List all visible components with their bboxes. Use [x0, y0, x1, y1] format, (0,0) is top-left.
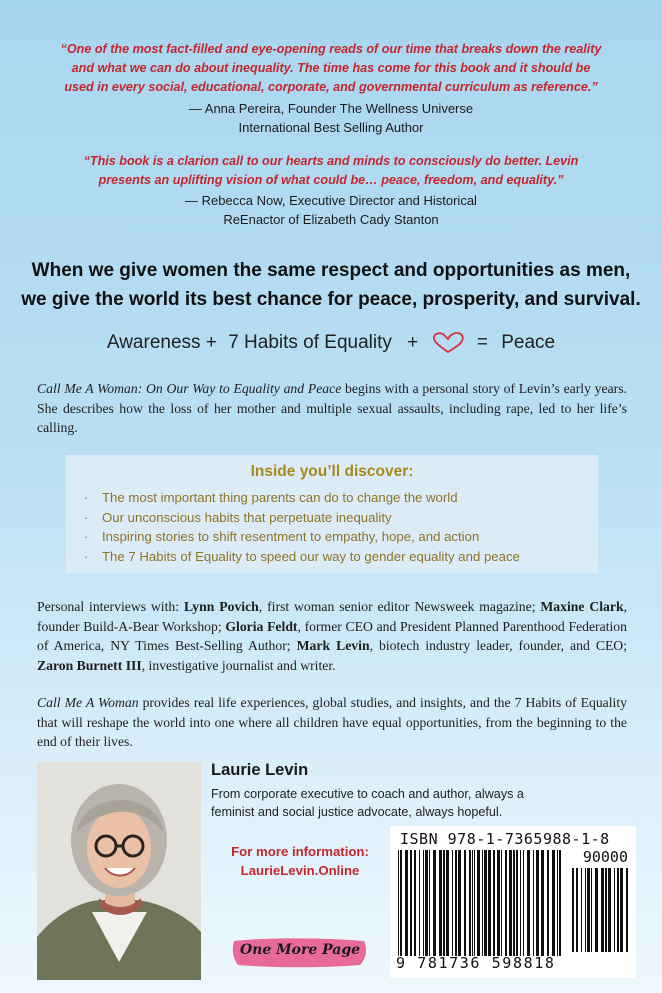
- equation: [0, 331, 662, 355]
- barcode-bar: [439, 850, 442, 956]
- tagline-line: When we give women the same respect and opportunities as men,: [31, 260, 631, 281]
- interviewee-desc: , biotech industry leader, founder, and CEO;: [369, 638, 627, 653]
- more-info-label: For more information:: [231, 844, 369, 859]
- barcode-bar: [605, 868, 607, 952]
- book-title: Call Me A Woman: On Our Way to Equality and Peace: [37, 381, 342, 396]
- barcode-bar: [505, 850, 507, 956]
- list-item-text: Our unconscious habits that perpetuate inequality: [102, 509, 392, 525]
- list-item-text: The most important thing parents can do to change the world: [102, 490, 458, 505]
- barcode-bar: [446, 850, 449, 956]
- barcode-bar: [433, 850, 436, 956]
- interviewee-name: Zaron Burnett III: [37, 657, 142, 673]
- equation-habits: 7 Habits of Equality: [228, 332, 392, 353]
- barcode-bar: [488, 850, 491, 956]
- barcode-bar: [400, 850, 402, 956]
- barcode-bar: [626, 868, 628, 952]
- publisher-name: One More Page: [239, 942, 361, 958]
- barcode-bar: [429, 850, 430, 956]
- barcode-bar: [497, 850, 500, 956]
- heart-outline-icon: [430, 331, 466, 355]
- barcode-bar: [509, 850, 512, 956]
- author-name: Laurie Levin: [211, 761, 309, 779]
- attribution-line: ReEnactor of Elizabeth Cady Stanton: [223, 212, 439, 227]
- interviewee-name: Mark Levin: [296, 638, 370, 653]
- interviewee-desc: , investigative journalist and writer.: [141, 657, 336, 673]
- list-item: [84, 527, 520, 547]
- discover-list: [84, 488, 520, 566]
- equation-peace: Peace: [501, 332, 556, 353]
- barcode-bar: [443, 850, 445, 956]
- interviews-paragraph: [37, 597, 627, 675]
- list-item: [84, 547, 520, 567]
- bullet-dot-icon: ·: [84, 548, 89, 564]
- interviewee-name: Lynn Povich: [183, 599, 259, 614]
- list-item: [84, 488, 520, 508]
- barcode-bar: [469, 850, 471, 956]
- barcode-bar: [557, 850, 558, 956]
- publisher-logo: [230, 935, 370, 971]
- interviewee-desc: , former CEO and President Planned Parenthood Federation of America, NY Times Best-Selling Author;: [37, 618, 627, 653]
- bullet-dot-icon: ·: [84, 509, 89, 525]
- testimonial-attribution-2: [30, 191, 632, 229]
- barcode-bar: [601, 868, 604, 952]
- author-bio: From corporate executive to coach and author, always a feminist and social justice advocate, always hopeful.: [211, 787, 524, 819]
- barcode-bar: [559, 850, 561, 956]
- barcode-bar: [423, 850, 424, 956]
- website-link[interactable]: LaurieLevin.Online: [240, 863, 360, 878]
- quote-line: presents an uplifting vision of what could be… peace, freedom, and equality.”: [98, 173, 564, 187]
- barcode-bar: [581, 868, 582, 952]
- interviewee-name: Gloria Feldt: [225, 618, 298, 634]
- barcode-bar: [536, 850, 539, 956]
- attribution-line: — Anna Pereira, Founder The Wellness Universe: [188, 101, 474, 116]
- barcode-bar: [474, 850, 475, 956]
- closing-text: provides real life experiences, global studies, and insights, and the 7 Habits of Equality that will reshape the world into one where all children have equal opportunities, from the beginning to the end of their lives.: [37, 695, 627, 749]
- tagline-line: we give the world its best chance for peace, prosperity, and survival.: [21, 289, 641, 310]
- barcode-bar: [472, 850, 473, 956]
- intro-text: begins with a personal story of Levin’s early years. She describes how the loss of her mother and multiple sexual assaults, including rape, led to her life’s calling.: [37, 381, 627, 435]
- barcode-bar: [585, 868, 586, 952]
- barcode-bar: [455, 850, 457, 956]
- barcode-bar: [482, 850, 483, 956]
- book-title: Call Me A Woman: [37, 695, 139, 710]
- barcode-bar: [452, 850, 453, 956]
- closing-paragraph: [37, 693, 627, 752]
- quote-line: and what we can do about inequality. The time has come for this book and it should be: [71, 61, 591, 75]
- interviewee-name: Maxine Clark: [540, 599, 624, 614]
- tagline: [20, 256, 642, 314]
- barcode-bar: [620, 868, 623, 952]
- barcode-bar: [484, 850, 487, 956]
- barcode-bar: [591, 868, 592, 952]
- author-photo: [37, 762, 201, 980]
- barcode-bar: [576, 868, 578, 952]
- quote-line: “This book is a clarion call to our hearts and minds to consciously do better. Levin: [83, 154, 579, 168]
- isbn-barcode: [390, 826, 636, 978]
- interviewee-desc: , first woman senior editor Newsweek magazine;: [258, 599, 541, 614]
- barcode-bar: [458, 850, 461, 956]
- barcode-bar: [520, 850, 521, 956]
- list-item-text: The 7 Habits of Equality to speed our way to gender equality and peace: [102, 548, 520, 564]
- discover-title: Inside you’ll discover:: [250, 463, 414, 480]
- list-item-text: Inspiring stories to shift resentment to empathy, hope, and action: [102, 529, 480, 544]
- barcode-bar: [493, 850, 495, 956]
- equation-awareness: Awareness +: [106, 332, 217, 353]
- barcode-bar: [410, 850, 412, 956]
- barcode-bar: [572, 868, 574, 952]
- barcode-bar: [617, 868, 619, 952]
- barcode-bar: [464, 850, 466, 956]
- barcode-bar: [608, 868, 611, 952]
- more-info: [220, 842, 380, 880]
- author-portrait-image: [37, 762, 201, 980]
- barcode-bar: [552, 850, 555, 956]
- barcode-bar: [533, 850, 534, 956]
- barcode-bar: [541, 850, 544, 956]
- barcode-bar: [516, 850, 518, 956]
- ean-number: 9 781736 598818: [396, 954, 556, 972]
- quote-line: used in every social, educational, corporate, and governmental curriculum as reference.”: [64, 80, 598, 94]
- price-code: 90000: [582, 848, 628, 866]
- barcode-bar: [513, 850, 515, 956]
- barcode-bar: [595, 868, 598, 952]
- list-item: [84, 508, 520, 528]
- barcode-bar: [523, 850, 524, 956]
- attribution-line: — Rebecca Now, Executive Director and Historical: [185, 193, 477, 208]
- quote-line: “One of the most fact-filled and eye-opening reads of our time that breaks down the reality: [60, 42, 602, 56]
- testimonial-attribution-1: [30, 99, 632, 137]
- barcode-bar: [398, 850, 399, 956]
- interviews-lead: Personal interviews with:: [37, 599, 184, 614]
- barcode-bar: [547, 850, 549, 956]
- barcode-bar: [587, 868, 590, 952]
- equation-plus: +: [407, 332, 419, 353]
- testimonial-quote-1: [30, 40, 632, 97]
- barcode-bar: [405, 850, 408, 956]
- barcode-bar: [425, 850, 428, 956]
- barcode-bar: [614, 868, 615, 952]
- barcode-bar: [501, 850, 502, 956]
- isbn-number: ISBN 978-1-7365988-1-8: [400, 830, 610, 848]
- barcode-bar: [414, 850, 416, 956]
- barcode-bar: [477, 850, 480, 956]
- bullet-dot-icon: ·: [84, 529, 89, 544]
- discover-box: [66, 455, 598, 573]
- intro-paragraph: [37, 379, 627, 438]
- barcode-bar: [419, 850, 420, 956]
- attribution-line: International Best Selling Author: [238, 120, 424, 135]
- equation-equals: =: [476, 332, 488, 353]
- interviewee-desc: , founder Build-A-Bear Workshop;: [37, 599, 627, 634]
- testimonial-quote-2: [30, 152, 632, 190]
- bullet-dot-icon: ·: [84, 490, 89, 505]
- barcode-bar: [527, 850, 530, 956]
